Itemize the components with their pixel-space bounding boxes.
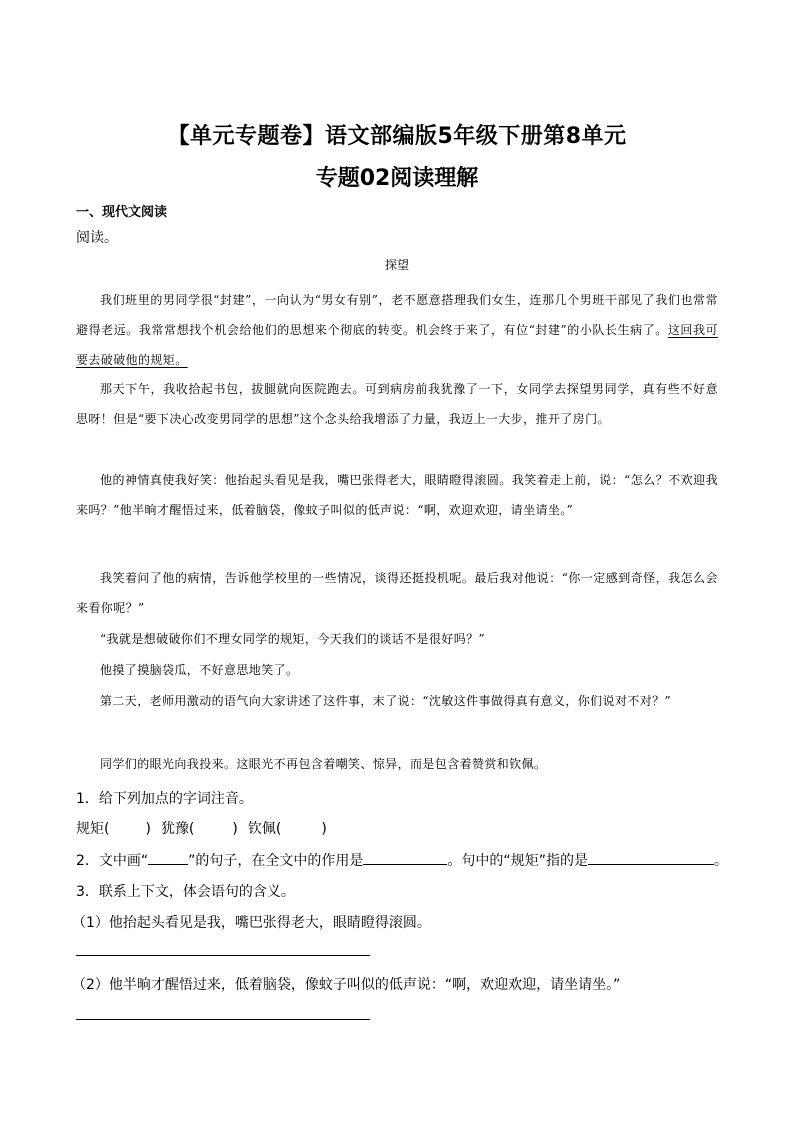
section-intro: 阅读。 — [76, 230, 118, 246]
underlined-sentence: 这回我可要去破破他的规矩。 — [76, 323, 718, 367]
close-paren: ) — [232, 821, 238, 837]
paragraph-text: 同学们的眼光向我投来。这眼光不再包含着嘲笑、惊异，而是包含着赞赏和钦佩。 — [100, 757, 547, 771]
close-paren: ) — [145, 821, 151, 837]
paragraph-text: 他摸了摸脑袋瓜，不好意思地笑了。 — [100, 663, 299, 677]
answer-blank-function[interactable] — [363, 850, 447, 865]
question-2 — [76, 850, 728, 870]
passage-paragraph — [76, 655, 718, 685]
passage-paragraph — [76, 285, 718, 375]
question-1-words — [76, 818, 327, 838]
passage-paragraph — [76, 749, 718, 779]
word-guiju: 规矩( — [76, 821, 110, 837]
question-3-1: （1）他抬起头看见是我，嘴巴张得老大，眼睛瞪得滚圆。 — [72, 915, 431, 931]
passage-paragraph — [76, 624, 718, 654]
doc-title-line1: 【单元专题卷】语文部编版5年级下册第8单元 — [167, 124, 627, 149]
paragraph-text: 我们班里的男同学很“封建”，一向认为“男女有别”，老不愿意搭理我们女生，连那几个男班干部见了我们也常常避得老远。我常常想找个机会给他们的思想来个彻底的转变。机会终于来了，有位“封建”的小队长生病了。 — [76, 293, 718, 337]
section-heading: 一、现代文阅读 — [76, 205, 168, 220]
q2-part-b: ”的句子，在全文中的作用是 — [188, 853, 364, 869]
paragraph-text: 第二天，老师用激动的语气向大家讲述了这件事，末了说：“沈敏这件事做得真有意义，你们说对不对？” — [100, 694, 672, 708]
paragraph-text: 那天下午，我收拾起书包，拔腿就向医院跑去。可到病房前我犹豫了一下，女同学去探望男同学，真有些不好意思呀！但是“要下决心改变男同学的思想”这个念头给我增添了力量，我迈上一大步，推开了房门。 — [76, 382, 718, 426]
passage-paragraph — [76, 686, 718, 716]
passage-title: 探望 — [384, 258, 409, 272]
answer-line[interactable] — [76, 1019, 370, 1020]
q2-part-a: 2．文中画“ — [76, 853, 149, 869]
close-paren: ) — [321, 821, 327, 837]
paragraph-text: 我笑着问了他的病情，告诉他学校里的一些情况，谈得还挺投机呢。最后我对他说：“你一定感到奇怪，我怎么会来看你呢？” — [76, 571, 718, 615]
passage-paragraph — [76, 465, 718, 525]
doc-title-line2: 专题02阅读理解 — [315, 166, 479, 191]
question-1: 1．给下列加点的字词注音。 — [76, 791, 253, 807]
q2-part-d: 。 — [713, 853, 728, 869]
q2-part-c: 。句中的“规矩”指的是 — [447, 853, 588, 869]
passage-paragraph — [76, 563, 718, 623]
passage-paragraph — [76, 374, 718, 434]
answer-line[interactable] — [76, 955, 370, 956]
paragraph-text: 他的神情真使我好笑：他抬起头看见是我，嘴巴张得老大，眼睛瞪得滚圆。我笑着走上前，说：“怎么？不欢迎我来吗？”他半晌才醒悟过来，低着脑袋，像蚊子叫似的低声说：“啊，欢迎欢迎，请坐请坐。” — [76, 473, 718, 517]
underline-mark-blank — [148, 850, 188, 865]
answer-blank-rules[interactable] — [588, 850, 714, 865]
word-youyu: 犹豫( — [160, 821, 195, 837]
paragraph-text: “我就是想破破你们不理女同学的规矩，今天我们的谈话不是很好吗？” — [100, 632, 486, 646]
question-3: 3．联系上下文，体会语句的含义。 — [76, 884, 295, 900]
word-qinpei: 钦佩( — [247, 821, 282, 837]
question-3-2: （2）他半晌才醒悟过来，低着脑袋，像蚊子叫似的低声说：“啊，欢迎欢迎，请坐请坐。” — [72, 977, 621, 993]
